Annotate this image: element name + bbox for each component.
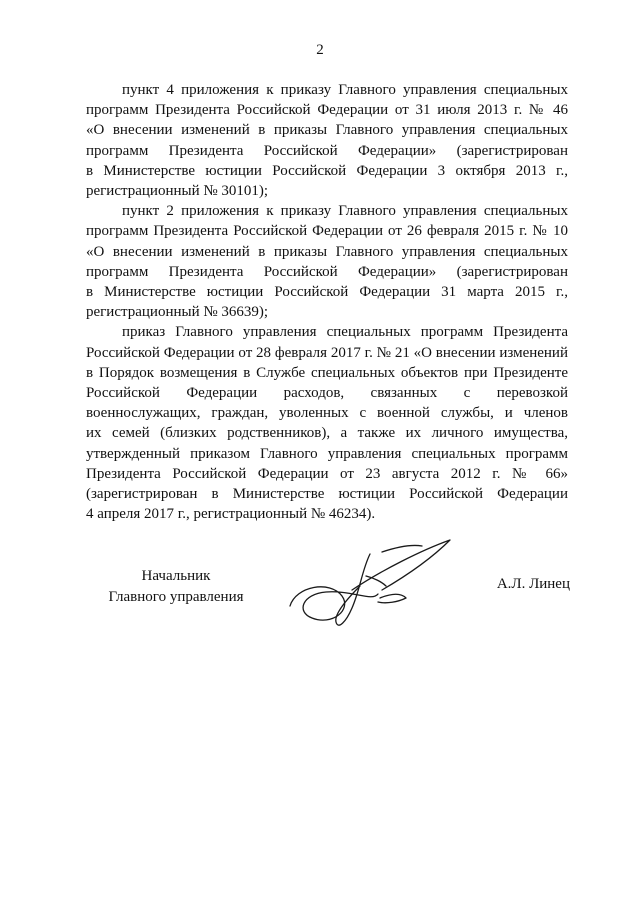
paragraph-line: военнослужащих, граждан, уволенных с военной службы, и членов bbox=[86, 405, 568, 422]
paragraph-line: их семей (близких родственников), а также их личного имущества, bbox=[86, 425, 568, 442]
paragraph-line: программ Президента Российской Федерации» (зарегистрирован bbox=[86, 263, 568, 280]
paragraph-line: в Порядок возмещения в Службе специальных объектов при Президенте bbox=[86, 364, 568, 381]
paragraph-line: Президента Российской Федерации от 23 августа 2012 г. № 66» bbox=[86, 465, 568, 482]
paragraph-3 bbox=[86, 322, 568, 524]
handwritten-signature bbox=[282, 528, 458, 638]
paragraph-line: регистрационный № 36639); bbox=[86, 304, 269, 321]
paragraph-line: в Министерстве юстиции Российской Федерации 3 октября 2013 г., bbox=[86, 162, 568, 179]
signature-strokes bbox=[290, 540, 450, 625]
signatory-title-line2: Главного управления bbox=[108, 588, 244, 605]
paragraph-line: Российской Федерации расходов, связанных с перевозкой bbox=[86, 385, 568, 402]
paragraph-line: пункт 4 приложения к приказу Главного управления специальных bbox=[122, 82, 568, 98]
signatory-title bbox=[86, 566, 266, 607]
paragraph-line: 4 апреля 2017 г., регистрационный № 46234). bbox=[86, 506, 376, 523]
paragraph-1 bbox=[86, 80, 568, 201]
paragraph-line: «О внесении изменений в приказы Главного управления специальных bbox=[86, 122, 568, 139]
page-number: 2 bbox=[316, 42, 324, 58]
paragraph-line: программ Президента Российской Федерации от 26 февраля 2015 г. № 10 bbox=[86, 223, 568, 240]
paragraph-line: программ Президента Российской Федерации от 31 июля 2013 г. № 46 bbox=[86, 102, 568, 119]
document-body bbox=[86, 80, 568, 524]
paragraph-line: пункт 2 приложения к приказу Главного управления специальных bbox=[122, 203, 568, 220]
paragraph-line: «О внесении изменений в приказы Главного управления специальных bbox=[86, 243, 568, 260]
paragraph-line: (зарегистрирован в Министерстве юстиции Российской Федерации bbox=[86, 486, 568, 503]
paragraph-line: регистрационный № 30101); bbox=[86, 183, 269, 200]
paragraph-2 bbox=[86, 201, 568, 322]
paragraph-line: утвержденный приказом Главного управления специальных программ bbox=[86, 445, 568, 462]
signatory-name: А.Л. Линец bbox=[496, 576, 570, 592]
paragraph-line: программ Президента Российской Федерации» (зарегистрирован bbox=[86, 142, 568, 159]
paragraph-line: Российской Федерации от 28 февраля 2017 г. № 21 «О внесении изменений bbox=[86, 344, 568, 361]
signatory-title-line1: Начальник bbox=[141, 568, 211, 584]
paragraph-line: в Министерстве юстиции Российской Федерации 31 марта 2015 г., bbox=[86, 284, 568, 301]
paragraph-line: приказ Главного управления специальных программ Президента bbox=[122, 324, 568, 341]
